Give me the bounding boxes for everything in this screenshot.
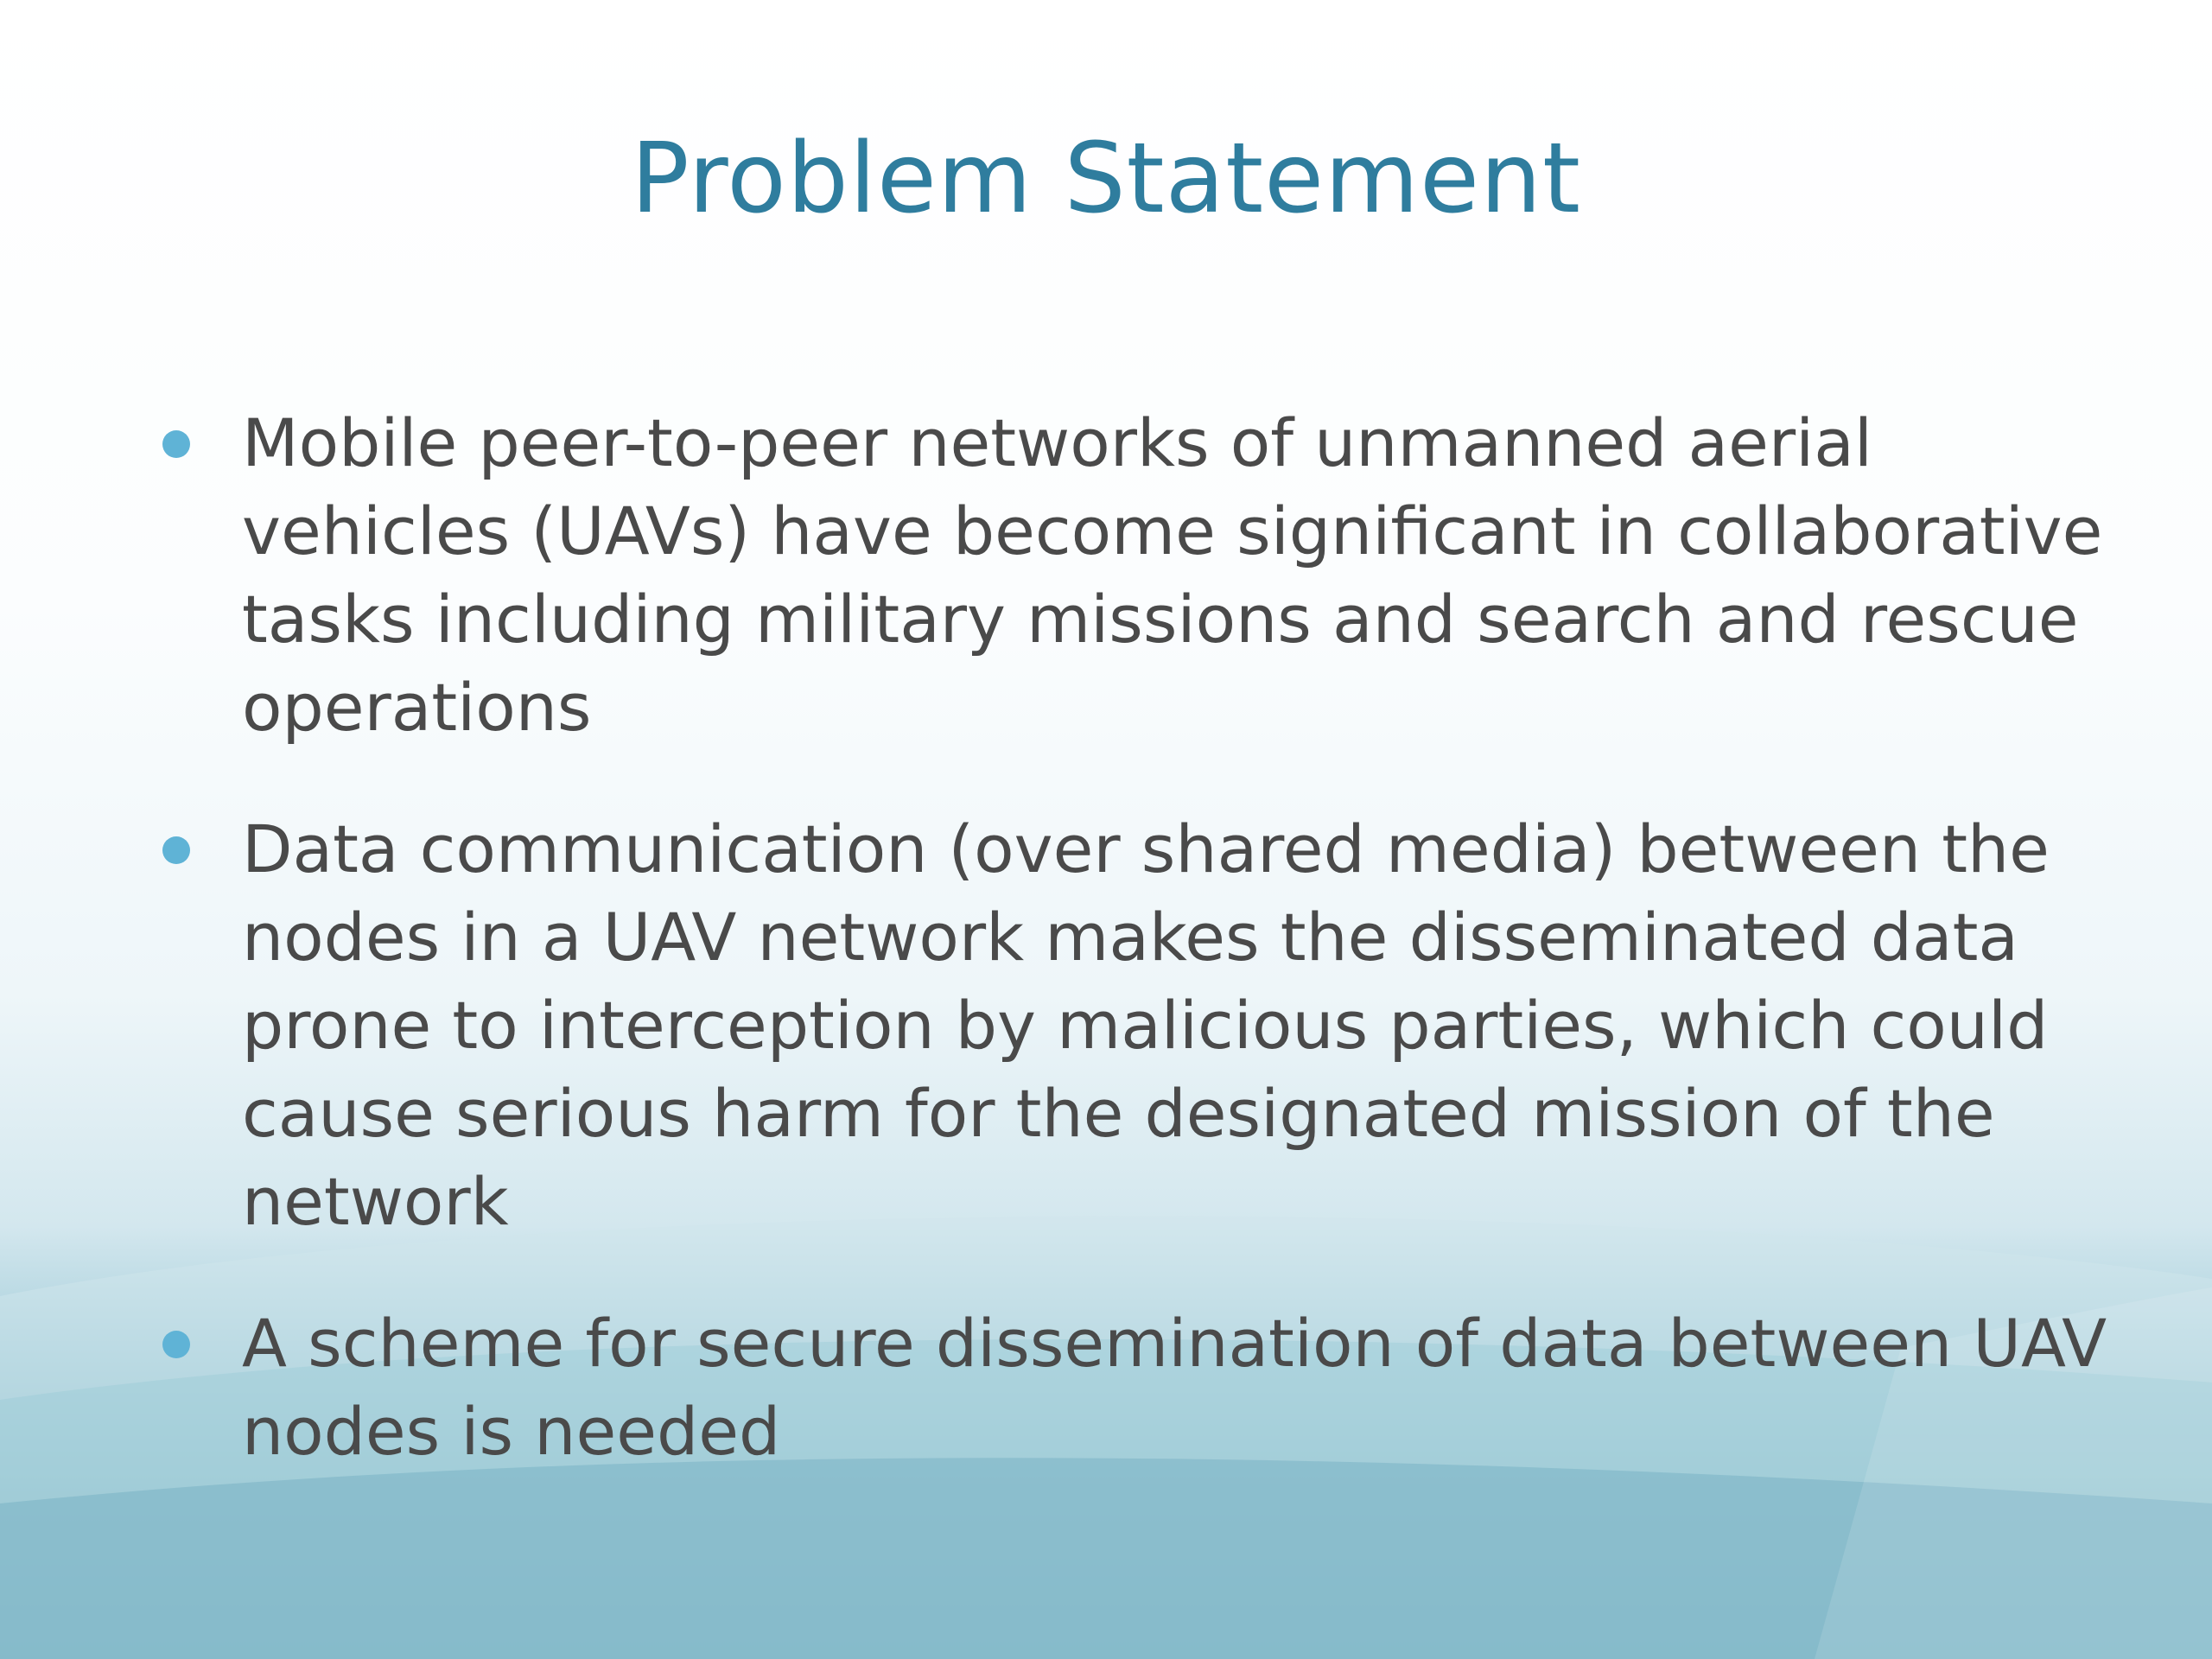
bullet-item bbox=[156, 805, 2143, 1246]
bullet-item bbox=[156, 399, 2143, 752]
bullet-text: Mobile peer-to-peer networks of unmanned aerial vehicles (UAVs) have become significant in collaborative tasks including military missions and search and rescue operations bbox=[242, 404, 2103, 746]
bullet-icon bbox=[162, 836, 190, 864]
bullet-icon bbox=[162, 1331, 190, 1358]
bullet-item bbox=[156, 1300, 2143, 1476]
bullet-list bbox=[156, 399, 2143, 1529]
bullet-text: Data communication (over shared media) between the nodes in a UAV network makes the disseminated data prone to interception by malicious parties, which could cause serious harm for the designated mission of the network bbox=[242, 810, 2050, 1240]
bullet-icon bbox=[162, 430, 190, 458]
slide-title: Problem Statement bbox=[631, 123, 1581, 235]
bullet-text: A scheme for secure dissemination of data between UAV nodes is needed bbox=[242, 1305, 2107, 1470]
